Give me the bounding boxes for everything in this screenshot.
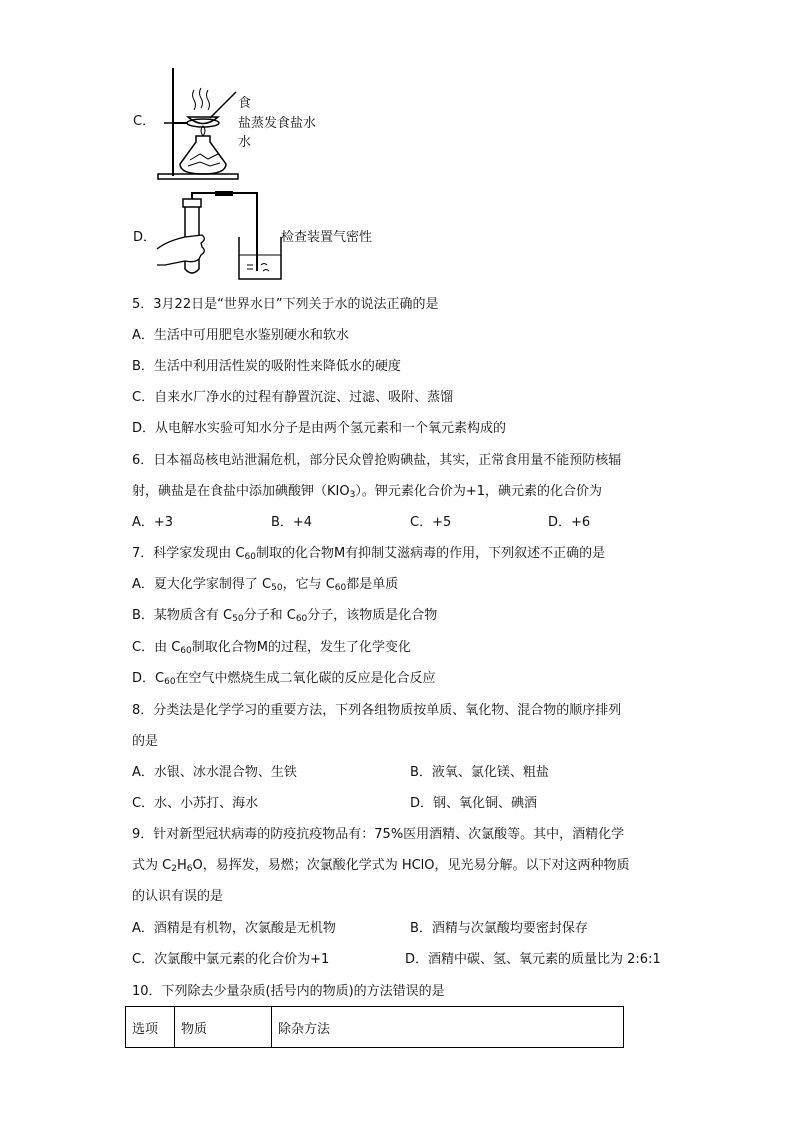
q6-option-d: D．+6 xyxy=(548,515,591,530)
q5-option-b: B．生活中利用活性炭的吸附性来降低水的硬度 xyxy=(132,359,401,374)
q7-option-c: C．由 $C_{60}$制取化合物M的过程，发生了化学变化 xyxy=(132,640,411,656)
table-header-substance: 物质 xyxy=(175,1007,272,1048)
q8-option-c: C．水、小苏打、海水 xyxy=(132,796,259,811)
evaporation-apparatus-figure xyxy=(150,64,242,182)
table-header-option: 选项 xyxy=(126,1007,175,1048)
q5-option-c: C．自来水厂净水的过程有静置沉淀、过滤、吸附、蒸馏 xyxy=(132,390,454,405)
q6-stem-line2: 射，碘盐是在食盐中添加碘酸钾$(KIO_3)$。钾元素化合价为+1，碘元素的化合价为 xyxy=(132,484,602,500)
airtightness-check-figure xyxy=(155,191,285,283)
option-c-label-top: 食 xyxy=(238,96,252,111)
option-c-label: 盐蒸发食盐水 xyxy=(238,116,317,131)
q9-option-c: C．次氯酸中氯元素的化合价为+1 xyxy=(132,952,330,967)
option-c-label-bottom: 水 xyxy=(238,135,252,150)
q5-stem: 5．3月22日是“世界水日”下列关于水的说法正确的是 xyxy=(132,297,439,312)
q10-table xyxy=(125,1006,624,1048)
q7-option-b: B．某物质含有 $C_{50}$分子和 $C_{60}$分子，该物质是化合物 xyxy=(132,608,438,624)
q6-option-a: A．+3 xyxy=(132,515,174,530)
q9-stem-line1: 9．针对新型冠状病毒的防疫抗疫物品有：75%医用酒精、次氯酸等。其中，酒精化学 xyxy=(132,827,625,842)
q8-stem-line2: 的是 xyxy=(132,734,159,749)
q5-option-d: D．从电解水实验可知水分子是由两个氢元素和一个氧元素构成的 xyxy=(132,421,507,436)
q7-option-a: A．夏大化学家制得了 $C_{50}$，它与 $C_{60}$都是单质 xyxy=(132,577,399,593)
option-d-label: 检查装置气密性 xyxy=(281,230,373,245)
q6-option-b: B．+4 xyxy=(271,515,313,530)
q8-option-b: B．液氧、氯化镁、粗盐 xyxy=(410,765,549,780)
q5-option-a: A．生活中可用肥皂水鉴别硬水和软水 xyxy=(132,328,349,343)
q6-stem-line1: 6．日本福岛核电站泄漏危机，部分民众曾抢购碘盐，其实，正常食用量不能预防核辐 xyxy=(132,453,622,468)
q6-option-c: C．+5 xyxy=(410,515,452,530)
q9-option-a: A．酒精是有机物，次氯酸是无机物 xyxy=(132,921,336,936)
q8-option-a: A．水银、冰水混合物、生铁 xyxy=(132,765,297,780)
q10-stem: 10．下列除去少量杂质(括号内的物质)的方法错误的是 xyxy=(132,984,445,999)
table-header-row xyxy=(126,1007,624,1048)
q9-stem-line2: 式为 $C_2H_6O$，易挥发，易燃；次氯酸化学式为 HClO，见光易分解。以下对这两种物质 xyxy=(132,858,630,874)
q9-option-d: D．酒精中碳、氢、氧元素的质量比为 2:6:1 xyxy=(405,952,661,967)
q7-option-d: D．$C_{60}$在空气中燃烧生成二氧化碳的反应是化合反应 xyxy=(132,671,436,687)
option-d-letter: D． xyxy=(133,230,157,245)
option-c-letter: C． xyxy=(133,114,156,129)
q7-stem: 7．科学家发现由 $C_{60}$制取的化合物M有抑制艾滋病毒的作用，下列叙述不正确的是 xyxy=(132,546,606,562)
q9-option-b: B．酒精与次氯酸均要密封保存 xyxy=(410,921,588,936)
q8-stem-line1: 8．分类法是化学学习的重要方法，下列各组物质按单质、氧化物、混合物的顺序排列 xyxy=(132,703,622,718)
q8-option-d: D．钢、氧化铜、碘酒 xyxy=(410,796,538,811)
q9-stem-line3: 的认识有误的是 xyxy=(132,889,224,904)
table-header-method: 除杂方法 xyxy=(272,1007,624,1048)
